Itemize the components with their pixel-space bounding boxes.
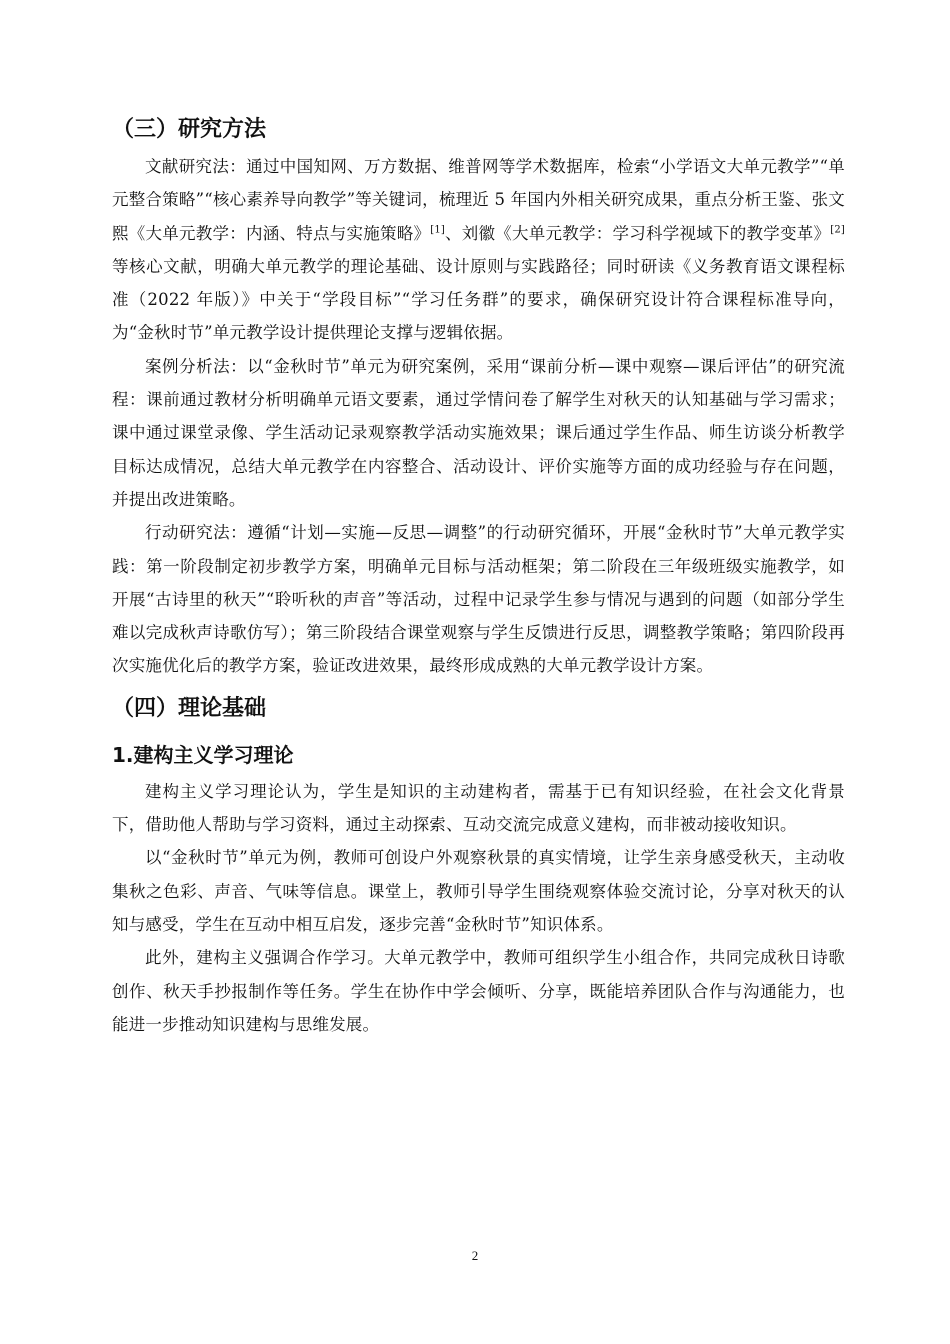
paragraph-text: 、刘徽《大单元教学：学习科学视域下的教学变革》 — [444, 223, 831, 243]
paragraph-constructivism-3: 此外，建构主义强调合作学习。大单元教学中，教师可组织学生小组合作，共同完成秋日诗歌创作、秋天手抄报制作等任务。学生在协作中学会倾听、分享，既能培养团队合作与沟通能力，也能进一步推动知识建构与思维发展。 — [112, 948, 845, 1034]
paragraph-case-analysis: 案例分析法：以“金秋时节”单元为研究案例，采用“课前分析—课中观察—课后评估”的研究流程：课前通过教材分析明确单元语文要素，通过学情问卷了解学生对秋天的认知基础与学习需求；课中通过课堂录像、学生活动记录观察教学活动实施效果；课后通过学生作品、师生访谈分析教学目标达成情况，总结大单元教学在内容整合、活动设计、评价实施等方面的成功经验与存在问题，并提出改进策略。 — [112, 356, 845, 509]
paragraph-action-research: 行动研究法：遵循“计划—实施—反思—调整”的行动研究循环，开展“金秋时节”大单元教学实践：第一阶段制定初步教学方案，明确单元目标与活动框架；第二阶段在三年级班级实施教学，如开展“古诗里的秋天”“聆听秋的声音”等活动，过程中记录学生参与情况与遇到的问题（如部分学生难以完成秋声诗歌仿写）；第三阶段结合课堂观察与学生反馈进行反思，调整教学策略；第四阶段再次实施优化后的教学方案，验证改进效果，最终形成成熟的大单元教学设计方案。 — [112, 523, 845, 676]
paragraph-text: 文献研究法：通过中国知网、万方数据、维普网等学术数据库，检索“小学语文大单元教学”“单元整合策略”“核心素养导向教学”等关键词，梳理近 5 年国内外相关研究成果，重点分析王鉴、张文熙《大单元教学：内涵、特点与实施策略》 — [112, 157, 845, 243]
paragraph-constructivism-1: 建构主义学习理论认为，学生是知识的主动建构者，需基于已有知识经验，在社会文化背景下，借助他人帮助与学习资料，通过主动探索、互动交流完成意义建构，而非被动接收知识。 — [112, 781, 845, 835]
page-number: 2 — [471, 1248, 479, 1263]
citation-ref-2[interactable]: [2] — [830, 224, 845, 236]
paragraph-constructivism-2: 以“金秋时节”单元为例，教师可创设户外观察秋景的真实情境，让学生亲身感受秋天，主动收集秋之色彩、声音、气味等信息。课堂上，教师引导学生围绕观察体验交流讨论，分享对秋天的认知与感受，学生在互动中相互启发，逐步完善“金秋时节”知识体系。 — [112, 848, 845, 934]
paragraph-literature-method — [112, 150, 845, 350]
subsection-heading-constructivism: 1.建构主义学习理论 — [112, 742, 294, 767]
citation-ref-1[interactable]: [1] — [430, 224, 445, 236]
document-body — [112, 110, 845, 1041]
section-heading-methods: （三）研究方法 — [112, 117, 267, 142]
paragraph-text: 等核心文献，明确大单元教学的理论基础、设计原则与实践路径；同时研读《义务教育语文课程标准（2022 年版）》中关于“学段目标”“学习任务群”的要求，确保研究设计符合课程标准导向，为“金秋时节”单元教学设计提供理论支撑与逻辑依据。 — [112, 256, 845, 343]
section-heading-theory: （四）理论基础 — [112, 695, 267, 721]
